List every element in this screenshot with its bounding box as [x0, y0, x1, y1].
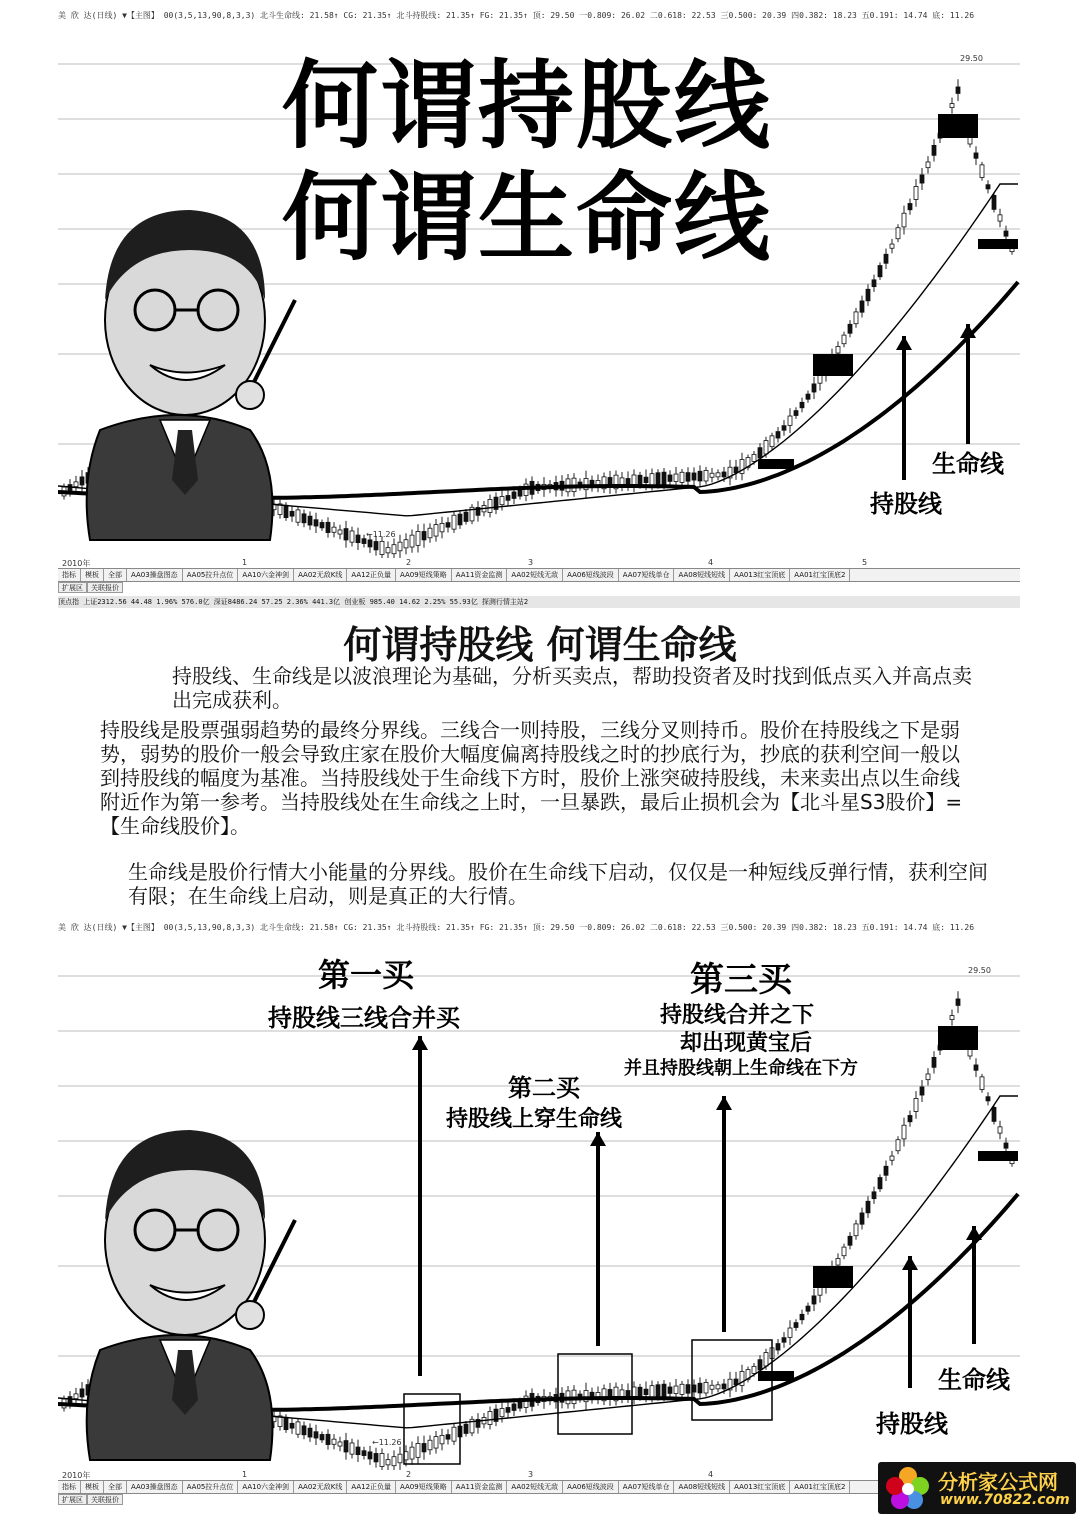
- hand: [236, 381, 264, 409]
- candle: [932, 145, 936, 155]
- candle: [986, 1097, 990, 1101]
- candle: [626, 1391, 630, 1396]
- candle: [464, 1424, 468, 1433]
- candle: [752, 454, 756, 461]
- candle: [884, 1166, 888, 1175]
- candle: [662, 1384, 666, 1397]
- candle: [764, 441, 768, 454]
- candle: [890, 1156, 894, 1160]
- bottom-year-label: 2010年: [62, 1471, 91, 1480]
- bottom-month-2: 2: [406, 1470, 412, 1479]
- candle: [776, 432, 780, 438]
- bottom-tab-15[interactable]: AA01红宝顶底2: [790, 1481, 850, 1493]
- candle: [920, 1087, 924, 1095]
- candle: [392, 1457, 396, 1466]
- candle: [452, 1427, 456, 1441]
- bottom-month-4: 4: [708, 1470, 714, 1479]
- candle: [998, 215, 1002, 221]
- candle: [446, 1435, 450, 1440]
- candle: [452, 515, 456, 529]
- price-block: [978, 1151, 1018, 1161]
- candle: [302, 1426, 306, 1435]
- candle: [356, 1447, 360, 1455]
- candle: [656, 473, 660, 486]
- candle: [704, 1382, 708, 1393]
- candle: [398, 1454, 402, 1463]
- cartoon-presenter-bottom: [60, 1100, 300, 1470]
- candle: [626, 479, 630, 484]
- top-month-3: 3: [528, 558, 534, 567]
- hand: [236, 1301, 264, 1329]
- candle: [668, 475, 672, 481]
- candle: [758, 448, 762, 458]
- candle: [716, 1385, 720, 1389]
- candle: [698, 1383, 702, 1393]
- buy2-description: 持股线上穿生命线: [446, 1107, 623, 1132]
- buy2-arrow-head: [590, 1132, 606, 1146]
- candle: [782, 1338, 786, 1343]
- candle: [890, 244, 894, 248]
- buy3-description-2: 却出现黄宝后: [680, 1031, 813, 1056]
- candle: [794, 411, 798, 416]
- top-indicator-tabs: [58, 568, 1020, 582]
- candle: [656, 1385, 660, 1398]
- candle: [512, 492, 516, 499]
- buy2-title: 第二买: [508, 1074, 580, 1102]
- price-block: [758, 1371, 794, 1381]
- candle: [866, 1201, 870, 1213]
- candle: [464, 512, 468, 521]
- candle: [356, 535, 360, 543]
- candle: [836, 1258, 840, 1265]
- candle: [902, 213, 906, 227]
- top-title-line2: 何谓生命线: [282, 162, 772, 274]
- buy3-arrow-head: [716, 1096, 732, 1110]
- candle: [674, 1386, 678, 1393]
- bottom-subtab-1[interactable]: 关联报价: [87, 1494, 123, 1505]
- buy3-title: 第三买: [690, 960, 792, 1000]
- candle: [758, 1360, 762, 1370]
- candle: [434, 525, 438, 537]
- bottom-tab-5[interactable]: AA10六金神剑: [238, 1481, 294, 1493]
- candle: [638, 475, 642, 485]
- candle: [368, 540, 372, 547]
- buy1-arrow-head: [412, 1036, 428, 1050]
- candle: [710, 473, 714, 477]
- candle: [734, 467, 738, 473]
- bottom-high-price-mark: 29.50: [968, 966, 991, 975]
- candle: [500, 497, 504, 505]
- candle: [500, 1409, 504, 1417]
- top-tab-3[interactable]: AA03操盘图态: [127, 569, 183, 581]
- candle: [854, 1224, 858, 1236]
- candle: [734, 1379, 738, 1385]
- paragraph-2: 持股线是股票强弱趋势的最终分界线。三线合一则持股，三线分叉则持币。股价在持股线之下是弱势，弱势的股价一般会导致庄家在股价大幅度偏离持股线之时的抄底行为，抄底的获利空间一般以到持股线的幅度为基准。当持股线处于生命线下方时，股价上涨突破持股线，未来卖出点以生命线附近作为第一参考。当持股线处在生命线之上时，一旦暴跌，最后止损机会为【北斗星S3股价】=【生命线股价】。: [100, 718, 963, 838]
- candle: [446, 523, 450, 528]
- life-arrow-head: [966, 1226, 982, 1240]
- candle: [428, 528, 432, 538]
- candle: [914, 1098, 918, 1111]
- candle: [992, 195, 996, 209]
- candle: [416, 1443, 420, 1457]
- candle: [488, 499, 492, 512]
- candle: [974, 153, 978, 158]
- candle: [914, 186, 918, 199]
- candle: [794, 1323, 798, 1328]
- buy1-title: 第一买: [318, 956, 415, 994]
- candle: [398, 542, 402, 551]
- top-tab-7[interactable]: AA12正负量: [347, 569, 396, 581]
- candle: [842, 335, 846, 344]
- top-tab-11[interactable]: AA06短线波段: [563, 569, 619, 581]
- top-sub-tabs: [58, 582, 123, 593]
- bottom-tab-1[interactable]: 模板: [81, 1481, 104, 1493]
- top-tab-2[interactable]: 全部: [104, 569, 127, 581]
- top-tab-12[interactable]: AA07短线单仓: [619, 569, 675, 581]
- candle: [644, 1389, 648, 1394]
- candle: [512, 1404, 516, 1411]
- candle: [782, 426, 786, 431]
- candle: [410, 1447, 414, 1459]
- candle: [392, 545, 396, 554]
- candle: [692, 473, 696, 480]
- candle: [698, 471, 702, 481]
- top-low-price-mark: ←11.26: [366, 530, 396, 539]
- middle-title: 何谓持股线 何谓生命线: [343, 623, 737, 667]
- candle: [848, 1236, 852, 1245]
- top-label-life-line: 生命线: [932, 450, 1004, 478]
- candle: [302, 514, 306, 523]
- candle: [308, 1428, 312, 1437]
- buy3-description-3: 并且持股线朝上生命线在下方: [624, 1058, 858, 1079]
- top-month-5: 5: [862, 558, 868, 567]
- candle: [806, 1306, 810, 1311]
- candle: [812, 1296, 816, 1304]
- candle: [950, 1016, 954, 1020]
- candle: [320, 1434, 324, 1439]
- candle: [374, 1453, 378, 1461]
- watermark-logo: [878, 1462, 1076, 1514]
- candle: [506, 495, 510, 500]
- candle: [332, 1439, 336, 1444]
- price-block: [813, 1266, 853, 1288]
- candle: [434, 1437, 438, 1449]
- cartoon-presenter-top: [60, 180, 300, 570]
- candle: [1004, 1143, 1008, 1148]
- top-subtab-0[interactable]: 扩展区: [58, 582, 87, 593]
- candle: [404, 540, 408, 548]
- price-block: [758, 459, 794, 469]
- candle: [710, 1385, 714, 1389]
- candle: [326, 522, 330, 532]
- candle: [416, 531, 420, 545]
- candle: [422, 531, 426, 539]
- candle: [1004, 231, 1008, 236]
- candle: [812, 384, 816, 392]
- candle: [788, 416, 792, 425]
- top-tab-14[interactable]: AA013红宝顶底: [730, 569, 790, 581]
- candle: [998, 1127, 1002, 1133]
- candle: [422, 1443, 426, 1451]
- top-high-price-mark: 29.50: [960, 54, 983, 63]
- bottom-tab-0[interactable]: 指标: [58, 1481, 81, 1493]
- candle: [980, 165, 984, 178]
- candle: [956, 87, 960, 93]
- candle: [668, 1387, 672, 1393]
- candle: [992, 1107, 996, 1121]
- candle: [686, 1385, 690, 1394]
- top-tab-8[interactable]: AA09短线策略: [396, 569, 452, 581]
- candle: [362, 539, 366, 544]
- top-chart-header: 美 欣 达(日线) ▼【主图】 00(3,5,13,90,8,3,3) 北斗生命线: 21.58↑ CG: 21.35↑ 北斗持股线: 21.35↑ FG: 21.35↑ 顶: 29.50 一0.809: 26.02 二0.618: 22.53 三0.500: 20.39 四0.382: 18.23 五0.191: 14.74 底: 11.26: [58, 11, 975, 20]
- candle: [722, 472, 726, 477]
- candle: [872, 1192, 876, 1199]
- top-market-status-bar: 顶点指 上证2312.56 44.48 1.96% 576.0亿 深证8486.24 57.25 2.36% 441.3亿 创业板 985.40 14.62 2.25% 55.93亿 探测行情主站2: [58, 596, 1020, 608]
- candle: [848, 324, 852, 333]
- candle: [344, 1441, 348, 1452]
- candle: [380, 541, 384, 554]
- candle: [344, 529, 348, 540]
- candle: [350, 1443, 354, 1454]
- candle: [902, 1125, 906, 1139]
- bottom-sub-tabs: [58, 1494, 123, 1505]
- candle: [674, 474, 678, 481]
- bottom-tab-6[interactable]: AA02无敌K线: [294, 1481, 347, 1493]
- bottom-subtab-0[interactable]: 扩展区: [58, 1494, 87, 1505]
- candle: [506, 1407, 510, 1412]
- bottom-label-holding-line: 持股线: [876, 1410, 948, 1438]
- flower-icon: [880, 1462, 936, 1514]
- price-block: [938, 1026, 978, 1050]
- candle: [752, 1366, 756, 1373]
- top-month-4: 4: [708, 558, 714, 567]
- candle: [386, 1460, 390, 1465]
- candle: [644, 477, 648, 482]
- candle: [410, 535, 414, 547]
- candle: [320, 522, 324, 527]
- candle: [806, 394, 810, 399]
- candle: [458, 514, 462, 525]
- top-tab-10[interactable]: AA02短线无敌: [507, 569, 563, 581]
- candle: [800, 1314, 804, 1319]
- candle: [680, 1384, 684, 1394]
- candle: [800, 402, 804, 407]
- top-month-1: 1: [242, 558, 248, 567]
- bottom-tab-10[interactable]: AA02短线无敌: [507, 1481, 563, 1493]
- top-tab-15[interactable]: AA01红宝顶底2: [790, 569, 850, 581]
- top-tab-1[interactable]: 模板: [81, 569, 104, 581]
- candle: [770, 436, 774, 447]
- candle: [950, 104, 954, 108]
- candle: [428, 1440, 432, 1450]
- candle: [638, 1387, 642, 1397]
- bottom-low-price-mark: ←11.26: [372, 1438, 402, 1447]
- candle: [878, 1178, 882, 1189]
- bottom-tab-12[interactable]: AA07短线单仓: [619, 1481, 675, 1493]
- watermark-url: www.70822.com: [940, 1492, 1070, 1508]
- candle: [650, 474, 654, 486]
- bottom-tab-3[interactable]: AA03操盘图态: [127, 1481, 183, 1493]
- candle: [368, 1452, 372, 1459]
- top-title-line1: 何谓持股线: [282, 50, 772, 162]
- top-tab-5[interactable]: AA10六金神剑: [238, 569, 294, 581]
- candle: [926, 1074, 930, 1080]
- top-month-2: 2: [406, 558, 412, 567]
- candle: [722, 1384, 726, 1389]
- bottom-tab-4[interactable]: AA05拉升点位: [183, 1481, 239, 1493]
- candle: [908, 203, 912, 209]
- candle: [308, 516, 312, 525]
- bottom-chart-header: 美 欣 达(日线) ▼【主图】 00(3,5,13,90,8,3,3) 北斗生命线: 21.58↑ CG: 21.35↑ 北斗持股线: 21.35↑ FG: 21.35↑ 顶: 29.50 一0.809: 26.02 二0.618: 22.53 三0.500: 20.39 四0.382: 18.23 五0.191: 14.74 底: 11.26: [58, 923, 975, 932]
- candle: [860, 301, 864, 312]
- holding-arrow-head: [902, 1256, 918, 1270]
- candle: [314, 520, 318, 526]
- buy3-description-1: 持股线合并之下: [660, 1003, 815, 1028]
- bottom-tab-9[interactable]: AA11资金监测: [452, 1481, 508, 1493]
- candle: [956, 999, 960, 1005]
- buy1-description: 持股线三线合并买: [268, 1004, 460, 1032]
- bottom-tab-14[interactable]: AA013红宝顶底: [730, 1481, 790, 1493]
- candle: [932, 1057, 936, 1067]
- candle: [386, 548, 390, 553]
- bottom-label-life-line: 生命线: [938, 1366, 1010, 1394]
- top-tab-4[interactable]: AA05拉升点位: [183, 569, 239, 581]
- price-block: [978, 239, 1018, 249]
- bottom-tab-13[interactable]: AA08短线短线: [674, 1481, 730, 1493]
- candle: [836, 346, 840, 353]
- top-year-label: 2010年: [62, 559, 91, 568]
- candle: [872, 280, 876, 287]
- candle: [338, 1442, 342, 1446]
- watermark-name: 分析家公式网: [938, 1470, 1058, 1494]
- candle: [866, 289, 870, 301]
- top-tab-13[interactable]: AA08短线短线: [674, 569, 730, 581]
- price-block: [813, 354, 853, 376]
- top-tab-0[interactable]: 指标: [58, 569, 81, 581]
- price-block: [938, 114, 978, 138]
- candle: [662, 472, 666, 485]
- bottom-tab-7[interactable]: AA12正负量: [347, 1481, 396, 1493]
- candle: [878, 266, 882, 277]
- candle: [326, 1434, 330, 1444]
- candle: [314, 1432, 318, 1438]
- candle: [860, 1213, 864, 1224]
- candle: [788, 1328, 792, 1337]
- bottom-tab-2[interactable]: 全部: [104, 1481, 127, 1493]
- candle: [680, 472, 684, 482]
- candle: [908, 1115, 912, 1121]
- candle: [896, 1140, 900, 1151]
- candle: [650, 1386, 654, 1398]
- candle: [764, 1353, 768, 1366]
- candle: [380, 1453, 384, 1466]
- candle: [920, 175, 924, 183]
- candle: [716, 473, 720, 477]
- top-subtab-1[interactable]: 关联报价: [87, 582, 123, 593]
- bottom-month-1: 1: [242, 1470, 248, 1479]
- top-tab-6[interactable]: AA02无敌K线: [294, 569, 347, 581]
- candle: [926, 162, 930, 168]
- candle: [362, 1451, 366, 1456]
- candle: [854, 312, 858, 324]
- top-tab-9[interactable]: AA11资金监测: [452, 569, 508, 581]
- candle: [842, 1247, 846, 1256]
- candle: [986, 185, 990, 189]
- candle: [440, 523, 444, 531]
- candle: [884, 254, 888, 263]
- candle: [332, 527, 336, 532]
- paragraph-1: 持股线、生命线是以波浪理论为基础，分析买卖点，帮助投资者及时找到低点买入并高点卖出完成获利。: [172, 664, 972, 712]
- candle: [374, 541, 378, 549]
- candle: [350, 531, 354, 542]
- bottom-month-3: 3: [528, 1470, 534, 1479]
- candle: [776, 1344, 780, 1350]
- candle: [440, 1435, 444, 1443]
- candle: [980, 1077, 984, 1090]
- bottom-tab-8[interactable]: AA09短线策略: [396, 1481, 452, 1493]
- bottom-indicator-tabs: [58, 1480, 878, 1494]
- bottom-tab-11[interactable]: AA06短线波段: [563, 1481, 619, 1493]
- candle: [338, 530, 342, 534]
- candle: [488, 1411, 492, 1424]
- top-label-holding-line: 持股线: [870, 490, 942, 518]
- candle: [686, 473, 690, 482]
- paragraph-3: 生命线是股价行情大小能量的分界线。股价在生命线下启动，仅仅是一种短线反弹行情，获利空间有限；在生命线上启动，则是真正的大行情。: [128, 860, 988, 908]
- candle: [896, 228, 900, 239]
- candle: [974, 1065, 978, 1070]
- candle: [704, 470, 708, 481]
- holding-arrow-head: [896, 336, 912, 350]
